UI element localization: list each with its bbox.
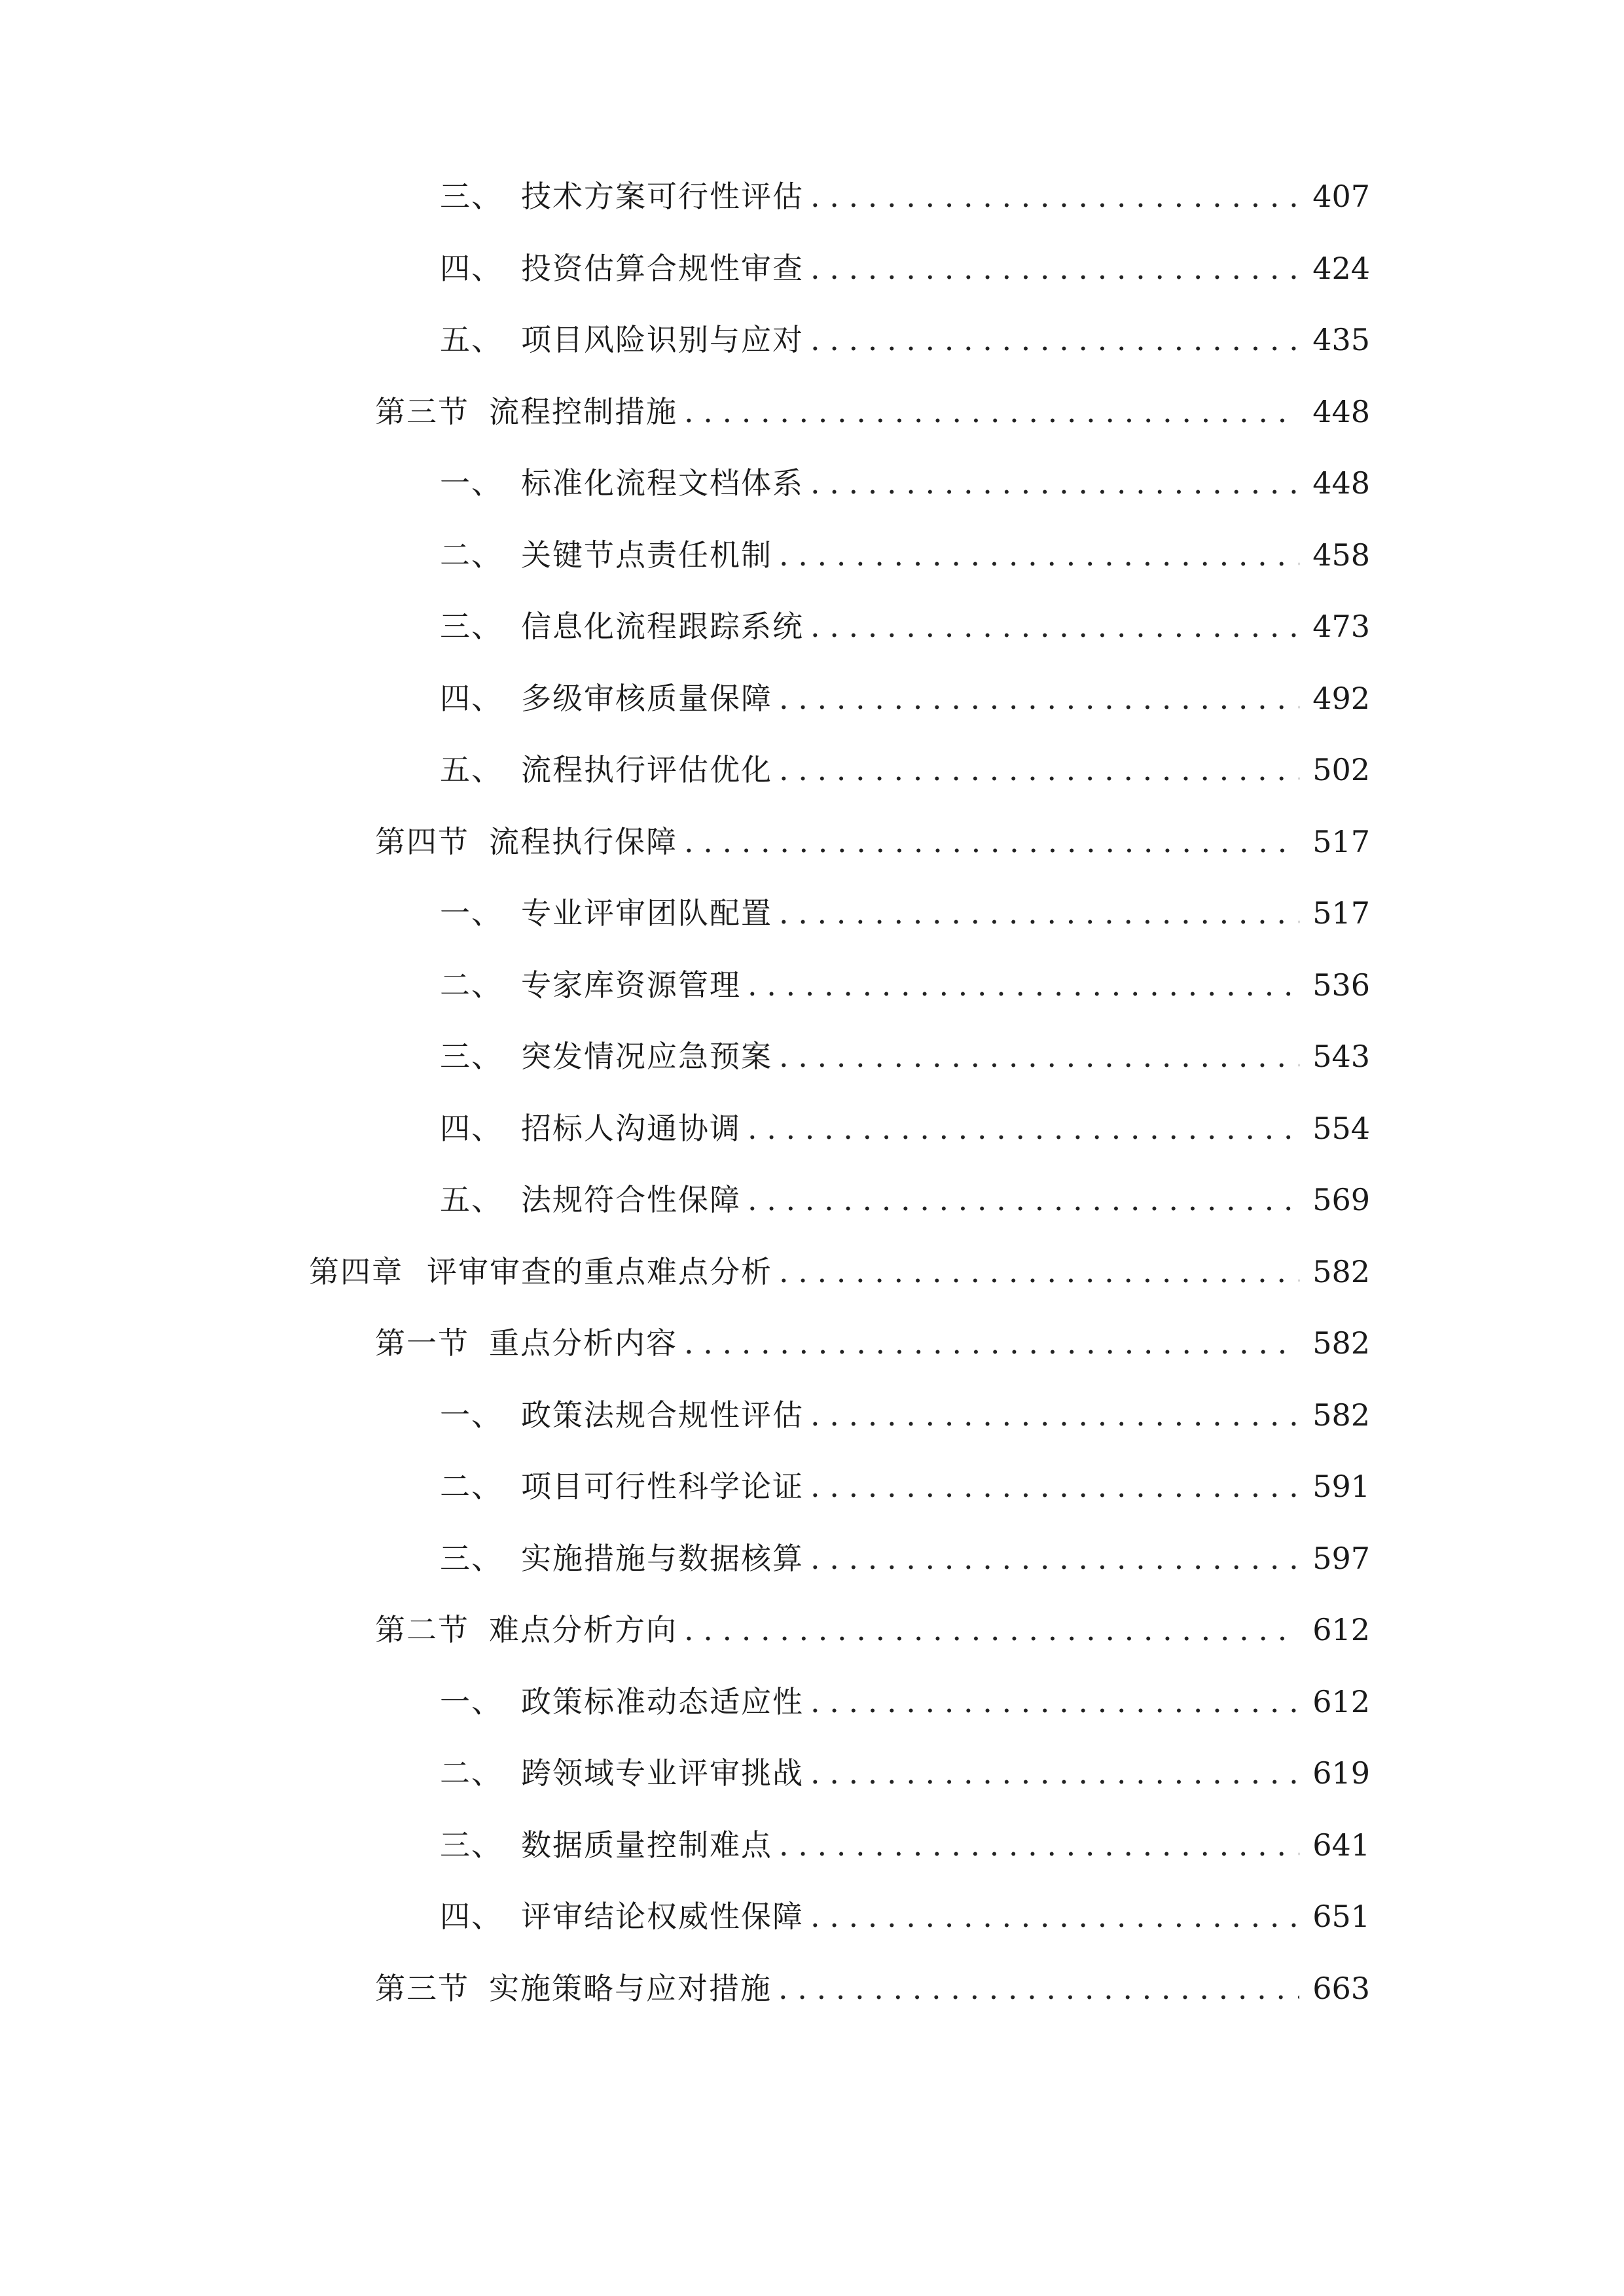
toc-dot-leader (779, 887, 1299, 939)
toc-entry-page-number: 591 (1312, 1469, 1370, 1504)
toc-entry-number: 五、 (440, 1182, 503, 1217)
toc-entry[interactable] (440, 1747, 1370, 1799)
toc-entry-number: 五、 (440, 752, 503, 787)
toc-entry-page-number: 663 (1312, 1970, 1370, 2006)
toc-entry[interactable] (440, 959, 1370, 1011)
toc-entry-number: 三、 (440, 1039, 503, 1074)
toc-entry[interactable] (440, 529, 1370, 581)
toc-entry[interactable] (440, 314, 1370, 366)
toc-entry[interactable] (440, 1102, 1370, 1155)
toc-entry[interactable] (375, 1317, 1370, 1369)
toc-entry-title: 政策标准动态适应性 (521, 1683, 804, 1719)
toc-entry-number: 四、 (440, 1110, 503, 1146)
toc-entry-title: 标准化流程文档体系 (521, 465, 804, 501)
toc-dot-leader (810, 1389, 1299, 1441)
toc-entry-page-number: 502 (1312, 752, 1370, 787)
toc-entry-title: 项目风险识别与应对 (521, 322, 804, 357)
toc-dot-leader (779, 1819, 1299, 1871)
toc-entry-title: 流程执行评估优化 (521, 752, 772, 787)
toc-entry-title: 评审结论权威性保障 (521, 1899, 804, 1934)
toc-entry-number: 三、 (440, 179, 503, 214)
toc-dot-leader (810, 1676, 1299, 1728)
toc-entry-number: 二、 (440, 967, 503, 1003)
toc-entry-number: 一、 (440, 1397, 503, 1433)
toc-entry[interactable] (440, 1676, 1370, 1728)
toc-entry-number: 四、 (440, 250, 503, 286)
toc-entry-page-number: 641 (1312, 1827, 1370, 1863)
toc-entry-number: 一、 (440, 1683, 503, 1719)
toc-entry-page-number: 517 (1312, 895, 1370, 931)
toc-dot-leader (684, 1317, 1299, 1369)
toc-entry[interactable] (440, 1389, 1370, 1441)
toc-entry-title: 专家库资源管理 (521, 967, 741, 1003)
toc-entry[interactable] (440, 672, 1370, 725)
toc-dot-leader (810, 1747, 1299, 1799)
toc-entry-number: 第二节 (375, 1612, 469, 1647)
toc-entry-page-number: 407 (1312, 179, 1370, 214)
toc-entry-title: 多级审核质量保障 (521, 680, 772, 716)
toc-entry[interactable] (440, 1819, 1370, 1871)
toc-entry[interactable] (440, 242, 1370, 295)
toc-dot-leader (684, 816, 1299, 868)
toc-entry-title: 流程控制措施 (489, 393, 677, 429)
toc-entry[interactable] (440, 1460, 1370, 1513)
toc-entry-page-number: 473 (1312, 609, 1370, 644)
toc-entry-title: 专业评审团队配置 (521, 895, 772, 931)
toc-dot-leader (779, 744, 1299, 796)
toc-entry-page-number: 582 (1312, 1253, 1370, 1289)
toc-entry-title: 流程执行保障 (489, 823, 677, 859)
toc-entry-page-number: 448 (1312, 465, 1370, 501)
toc-entry-number: 四、 (440, 680, 503, 716)
toc-entry-page-number: 435 (1312, 322, 1370, 357)
toc-dot-leader (748, 1102, 1299, 1155)
toc-dot-leader (779, 1246, 1299, 1298)
toc-entry-title: 技术方案可行性评估 (521, 179, 804, 214)
toc-dot-leader (810, 242, 1299, 295)
toc-entry[interactable] (440, 1532, 1370, 1585)
toc-dot-leader (810, 1890, 1299, 1943)
toc-entry-number: 三、 (440, 1540, 503, 1576)
toc-entry-number: 第三节 (375, 1970, 469, 2006)
toc-dot-leader (779, 529, 1299, 581)
toc-entry-page-number: 569 (1312, 1182, 1370, 1217)
toc-entry[interactable] (440, 1030, 1370, 1083)
toc-entry-page-number: 597 (1312, 1540, 1370, 1576)
toc-entry-number: 二、 (440, 1469, 503, 1504)
toc-entry-number: 第一节 (375, 1325, 469, 1361)
toc-dot-leader (810, 1532, 1299, 1585)
toc-dot-leader (778, 1962, 1299, 2015)
toc-entry-number: 第三节 (375, 393, 469, 429)
toc-entry-page-number: 543 (1312, 1039, 1370, 1074)
toc-entry-title: 数据质量控制难点 (521, 1827, 772, 1863)
toc-entry-title: 难点分析方向 (489, 1612, 677, 1647)
toc-entry-page-number: 582 (1312, 1397, 1370, 1433)
toc-dot-leader (748, 1174, 1299, 1226)
toc-entry-number: 三、 (440, 1827, 503, 1863)
toc-entry-number: 第四节 (375, 823, 469, 859)
toc-entry-page-number: 492 (1312, 680, 1370, 716)
toc-dot-leader (779, 1030, 1299, 1083)
toc-entry-title: 评审审查的重点难点分析 (427, 1253, 772, 1289)
toc-entry-page-number: 651 (1312, 1899, 1370, 1934)
toc-entry[interactable] (440, 600, 1370, 653)
toc-entry-number: 一、 (440, 895, 503, 931)
toc-entry[interactable] (440, 887, 1370, 939)
toc-entry-page-number: 612 (1312, 1612, 1370, 1647)
toc-entry-number: 第四章 (309, 1253, 403, 1289)
toc-entry-page-number: 582 (1312, 1325, 1370, 1361)
toc-dot-leader (684, 1604, 1299, 1656)
toc-entry-number: 三、 (440, 609, 503, 644)
toc-entry-title: 政策法规合规性评估 (521, 1397, 804, 1433)
toc-entry-title: 项目可行性科学论证 (521, 1469, 804, 1504)
toc-entry-page-number: 619 (1312, 1755, 1370, 1791)
toc-entry-title: 实施策略与应对措施 (489, 1970, 772, 2006)
toc-entry[interactable] (440, 1174, 1370, 1226)
toc-entry-number: 四、 (440, 1899, 503, 1934)
toc-entry-number: 一、 (440, 465, 503, 501)
toc-entry[interactable] (375, 816, 1370, 868)
toc-entry-title: 突发情况应急预案 (521, 1039, 772, 1074)
toc-entry[interactable] (440, 170, 1370, 223)
toc-entry-number: 二、 (440, 537, 503, 573)
toc-entry[interactable] (440, 744, 1370, 796)
toc-entry-page-number: 612 (1312, 1683, 1370, 1719)
toc-dot-leader (810, 170, 1299, 223)
toc-entry[interactable] (440, 457, 1370, 509)
toc-dot-leader (684, 386, 1299, 438)
toc-entry-title: 重点分析内容 (489, 1325, 677, 1361)
toc-entry-page-number: 448 (1312, 393, 1370, 429)
toc-entry-page-number: 554 (1312, 1110, 1370, 1146)
toc-entry-title: 投资估算合规性审查 (521, 250, 804, 286)
toc-entry-title: 跨领域专业评审挑战 (521, 1755, 804, 1791)
toc-entry-page-number: 458 (1312, 537, 1370, 573)
toc-dot-leader (748, 959, 1299, 1011)
toc-entry[interactable] (440, 1890, 1370, 1943)
toc-entry-title: 招标人沟通协调 (521, 1110, 741, 1146)
toc-entry-page-number: 424 (1312, 250, 1370, 286)
toc-dot-leader (810, 600, 1299, 653)
toc-entry-page-number: 536 (1312, 967, 1370, 1003)
toc-entry-page-number: 517 (1312, 823, 1370, 859)
toc-dot-leader (779, 672, 1299, 725)
toc-entry-number: 五、 (440, 322, 503, 357)
toc-dot-leader (810, 457, 1299, 509)
toc-entry-title: 关键节点责任机制 (521, 537, 772, 573)
toc-entry-number: 二、 (440, 1755, 503, 1791)
toc-dot-leader (810, 1460, 1299, 1513)
toc-entry[interactable] (375, 1962, 1370, 2015)
toc-entry[interactable] (375, 386, 1370, 438)
toc-entry-title: 信息化流程跟踪系统 (521, 609, 804, 644)
toc-dot-leader (810, 314, 1299, 366)
toc-entry-title: 实施措施与数据核算 (521, 1540, 804, 1576)
toc-entry[interactable] (309, 1246, 1370, 1298)
toc-entry-title: 法规符合性保障 (521, 1182, 741, 1217)
toc-entry[interactable] (375, 1604, 1370, 1656)
